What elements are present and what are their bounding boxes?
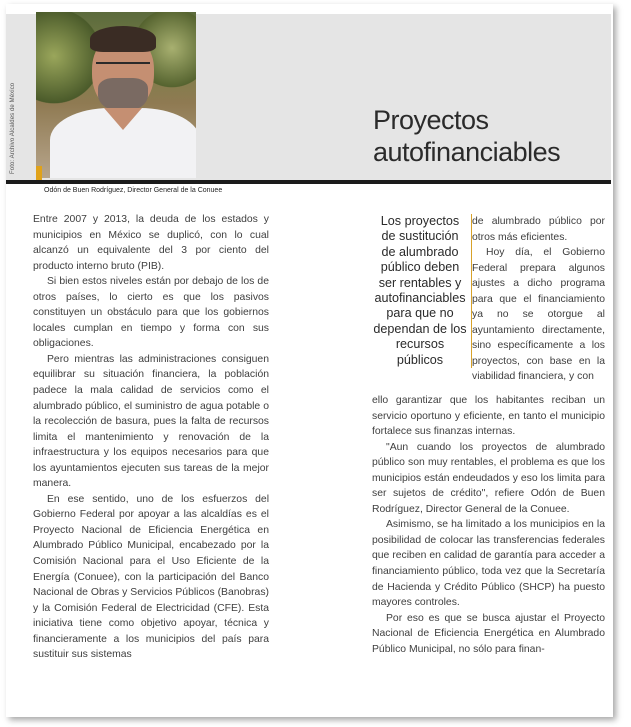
magazine-page bbox=[6, 4, 613, 717]
title-line-1: Proyectos bbox=[373, 105, 489, 135]
portrait-photo bbox=[36, 12, 196, 178]
paragraph: Hoy día, el Gobierno Federal prepara algunos ajustes a dicho programa para que el financiamiento ya no se otorgue al ayuntamiento directamente, sino específicamente a los proyectos, con base en la viabilidad financiera, y con bbox=[472, 247, 605, 383]
header-rule bbox=[6, 180, 611, 184]
photo-caption: Odón de Buen Rodríguez, Director General de la Conuee bbox=[44, 187, 223, 194]
paragraph: "Aun cuando los proyectos de alumbrado público son muy rentables, el problema es que los municipios están endeudados y eso los limita para ser sujetos de crédito", refiere Odón de Buen Rodríguez, Director General de la Conuee. bbox=[372, 441, 605, 515]
paragraph: Si bien estos niveles están por debajo de los de otros países, lo cierto es que los pasivos constituyen un obstáculo para que los gobiernos locales cumplan en tiempo y forma con sus obligaciones. bbox=[33, 276, 269, 350]
paragraph: de alumbrado público por otros más eficientes. bbox=[472, 216, 605, 243]
photo-accent-bar bbox=[36, 166, 42, 180]
paragraph: Entre 2007 y 2013, la deuda de los estados y municipios en México se duplicó, con lo cual alcanzó un equivalente del 3 por ciento del producto interno bruto (PIB). bbox=[33, 214, 269, 272]
column-2-top bbox=[472, 214, 605, 385]
paragraph: En ese sentido, uno de los esfuerzos del Gobierno Federal por apoyar a las alcaldías es el Proyecto Nacional de Eficiencia Energética en Alumbrado Público Municipal, encabezado por la Comisión Nacional para el Uso Eficiente de la Energía (Conuee), con la participación del Banco Nacional de Obras y Servicios Públicos (Banobras) y la Comisión Federal de Electricidad (CFE). Esta iniciativa tiene como objetivo apoyar, técnica y financieramente a los municipios del país para sustituir sus sistemas bbox=[33, 493, 269, 661]
paragraph: Por eso es que se busca ajustar el Proyecto Nacional de Eficiencia Energética en Alumbrado Público Municipal, no sólo para finan- bbox=[372, 612, 605, 655]
title-line-2: autofinanciables bbox=[373, 137, 561, 167]
column-2-bottom bbox=[372, 393, 605, 657]
paragraph: ello garantizar que los habitantes reciban un servicio oportuno y eficiente, en tanto el municipio fortalece sus finanzas internas. bbox=[372, 395, 605, 438]
pull-quote: Los proyectos de sustitución de alumbrado público deben ser rentables y autofinanciables para que no dependan de los recursos públicos bbox=[373, 214, 472, 368]
photo-credit: Foto: Archivo Alcaldes de México bbox=[10, 82, 16, 174]
article-title bbox=[373, 104, 593, 168]
paragraph: Asimismo, se ha limitado a los municipios en la posibilidad de colocar las transferencias federales que reciben en calidad de garantía para acceder a financiamiento público, toda vez que la Secretaría de Hacienda y Crédito Público (SHCP) ha puesto mayores controles. bbox=[372, 519, 605, 609]
column-1 bbox=[33, 212, 269, 663]
paragraph: Pero mientras las administraciones consiguen equilibrar su situación financiera, la población padece la mala calidad de servicios como el alumbrado público, el suministro de agua potable o la recolección de basura, pues la falta de recursos limita el mantenimiento y renovación de la infraestructura y los equipos necesarios para que los ayuntamientos ejecuten sus tareas de la mejor manera. bbox=[33, 353, 269, 490]
